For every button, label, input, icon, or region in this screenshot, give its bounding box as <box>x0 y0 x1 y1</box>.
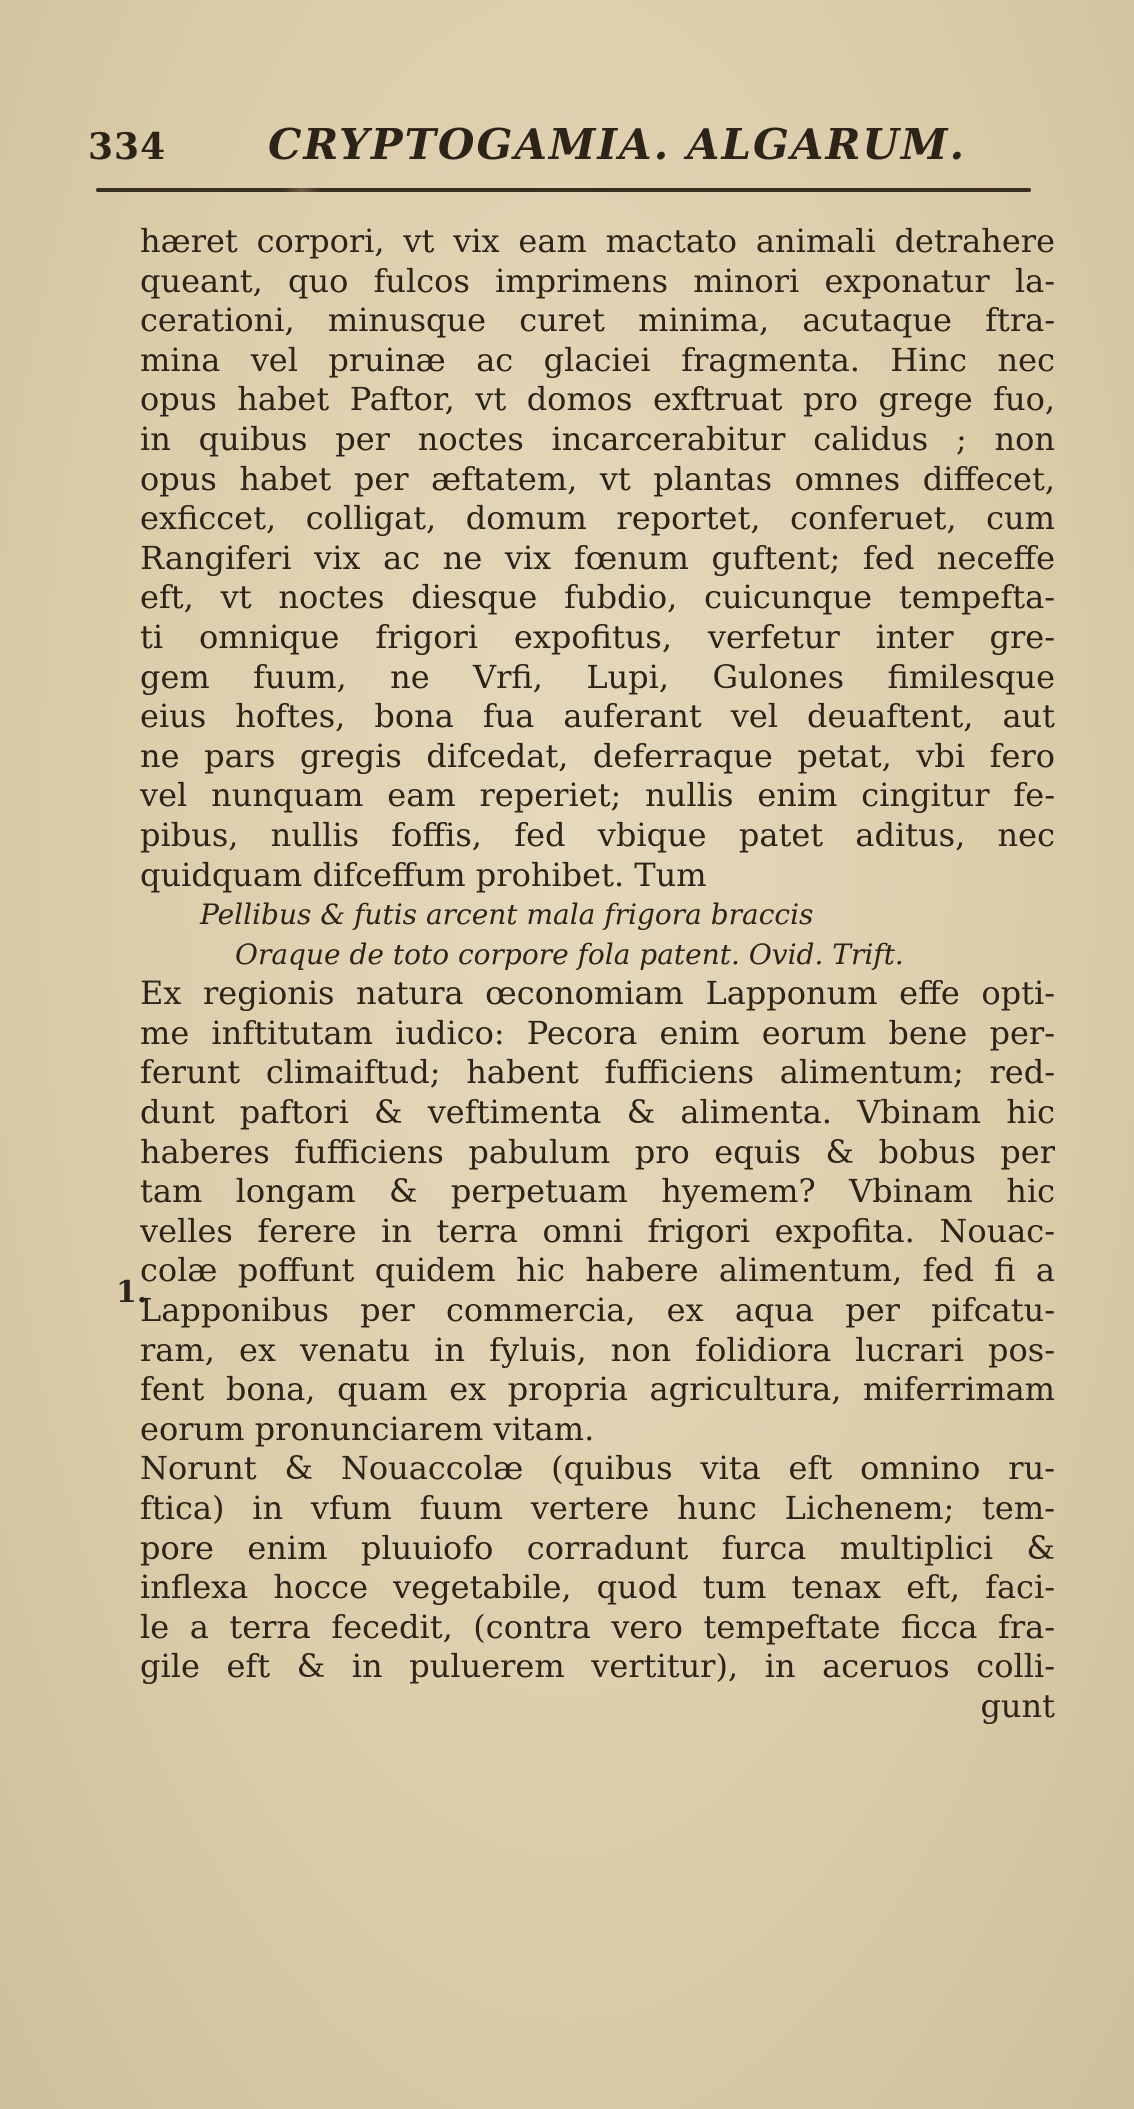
text-line: tam longam & perpetuam hyemem? Vbinam hic <box>140 1172 1055 1211</box>
verse-quotation-line: Pellibus & futis arcent mala frigora braccis <box>200 898 814 932</box>
text-line: mina vel pruinæ ac glaciei fragmenta. Hinc nec <box>140 340 1055 379</box>
page-header <box>88 112 1048 172</box>
text-line: hæret corpori, vt vix eam mactato animali detrahere <box>140 222 1055 260</box>
text-line: Lapponibus per commercia, ex aqua per pifcatu- <box>140 1291 1055 1330</box>
text-line: in quibus per noctes incarcerabitur calidus ; non <box>140 419 1055 458</box>
text-line: haberes fufficiens pabulum pro equis & bobus per <box>140 1132 1055 1171</box>
text-line: gem fuum, ne Vrfi, Lupi, Gulones fimilesque <box>140 657 1055 696</box>
text-line: queant, quo fulcos imprimens minori exponatur la- <box>140 261 1055 300</box>
text-line: opus habet Paftor, vt domos exftruat pro grege fuo, <box>140 380 1055 419</box>
catchword: gunt <box>980 1686 1055 1725</box>
text-line: me inftitutam iudico: Pecora enim eorum bene per- <box>140 1013 1055 1052</box>
text-line: quidquam difceffum prohibet. Tum <box>140 855 707 894</box>
text-line: Rangiferi vix ac ne vix fœnum guftent; fed neceffe <box>140 538 1055 577</box>
text-line: eft, vt noctes diesque fubdio, cuicunque tempefta- <box>140 578 1055 617</box>
text-line: ne pars gregis difcedat, deferraque petat, vbi fero <box>140 736 1055 775</box>
text-line: eorum pronunciarem vitam. <box>140 1409 595 1448</box>
body-text <box>140 222 1055 1727</box>
text-line: inflexa hocce vegetabile, quod tum tenax eft, faci- <box>140 1568 1055 1607</box>
text-line: Norunt & Nouaccolæ (quibus vita eft omnino ru- <box>140 1449 1055 1488</box>
text-line: Ex regionis natura œconomiam Lapponum effe opti- <box>140 974 1055 1013</box>
text-line: le a terra fecedit, (contra vero tempeftate ficca fra- <box>140 1607 1055 1646</box>
running-title: CRYPTOGAMIA. ALGARUM. <box>268 120 967 169</box>
text-line: exficcet, colligat, domum reportet, conferuet, cum <box>140 499 1055 538</box>
text-line: ftica) in vfum fuum vertere hunc Lichenem; tem- <box>140 1489 1055 1527</box>
verse-quotation-line: Oraque de toto corpore fola patent. Ovid. Trift. <box>235 937 904 971</box>
text-line: ti omnique frigori expofitus, verfetur inter gre- <box>140 617 1055 656</box>
page-number: 334 <box>88 126 167 168</box>
header-rule <box>96 188 1031 192</box>
text-line: eius hoftes, bona fua auferant vel deuaftent, aut <box>140 697 1055 736</box>
text-line: opus habet per æftatem, vt plantas omnes diffecet, <box>140 459 1055 498</box>
text-line: colæ poffunt quidem hic habere alimentum, fed fi a <box>140 1251 1055 1290</box>
text-line: pore enim pluuiofo corradunt furca multiplici & <box>140 1528 1055 1567</box>
text-line: ram, ex venatu in fyluis, non folidiora lucrari pos- <box>140 1330 1055 1369</box>
margin-paragraph-number: 1. <box>116 1275 148 1310</box>
text-line: gile eft & in puluerem vertitur), in aceruos colli- <box>140 1647 1055 1686</box>
text-line: cerationi, minusque curet minima, acutaque ftra- <box>140 301 1055 340</box>
text-line: dunt paftori & veftimenta & alimenta. Vbinam hic <box>140 1093 1055 1132</box>
text-line: fent bona, quam ex propria agricultura, miferrimam <box>140 1370 1055 1409</box>
text-line: velles ferere in terra omni frigori expofita. Nouac- <box>140 1211 1055 1250</box>
text-line: ferunt climaiftud; habent fufficiens alimentum; red- <box>140 1053 1055 1092</box>
text-line: vel nunquam eam reperiet; nullis enim cingitur fe- <box>140 776 1055 815</box>
text-line: pibus, nullis foffis, fed vbique patet aditus, nec <box>140 815 1055 854</box>
